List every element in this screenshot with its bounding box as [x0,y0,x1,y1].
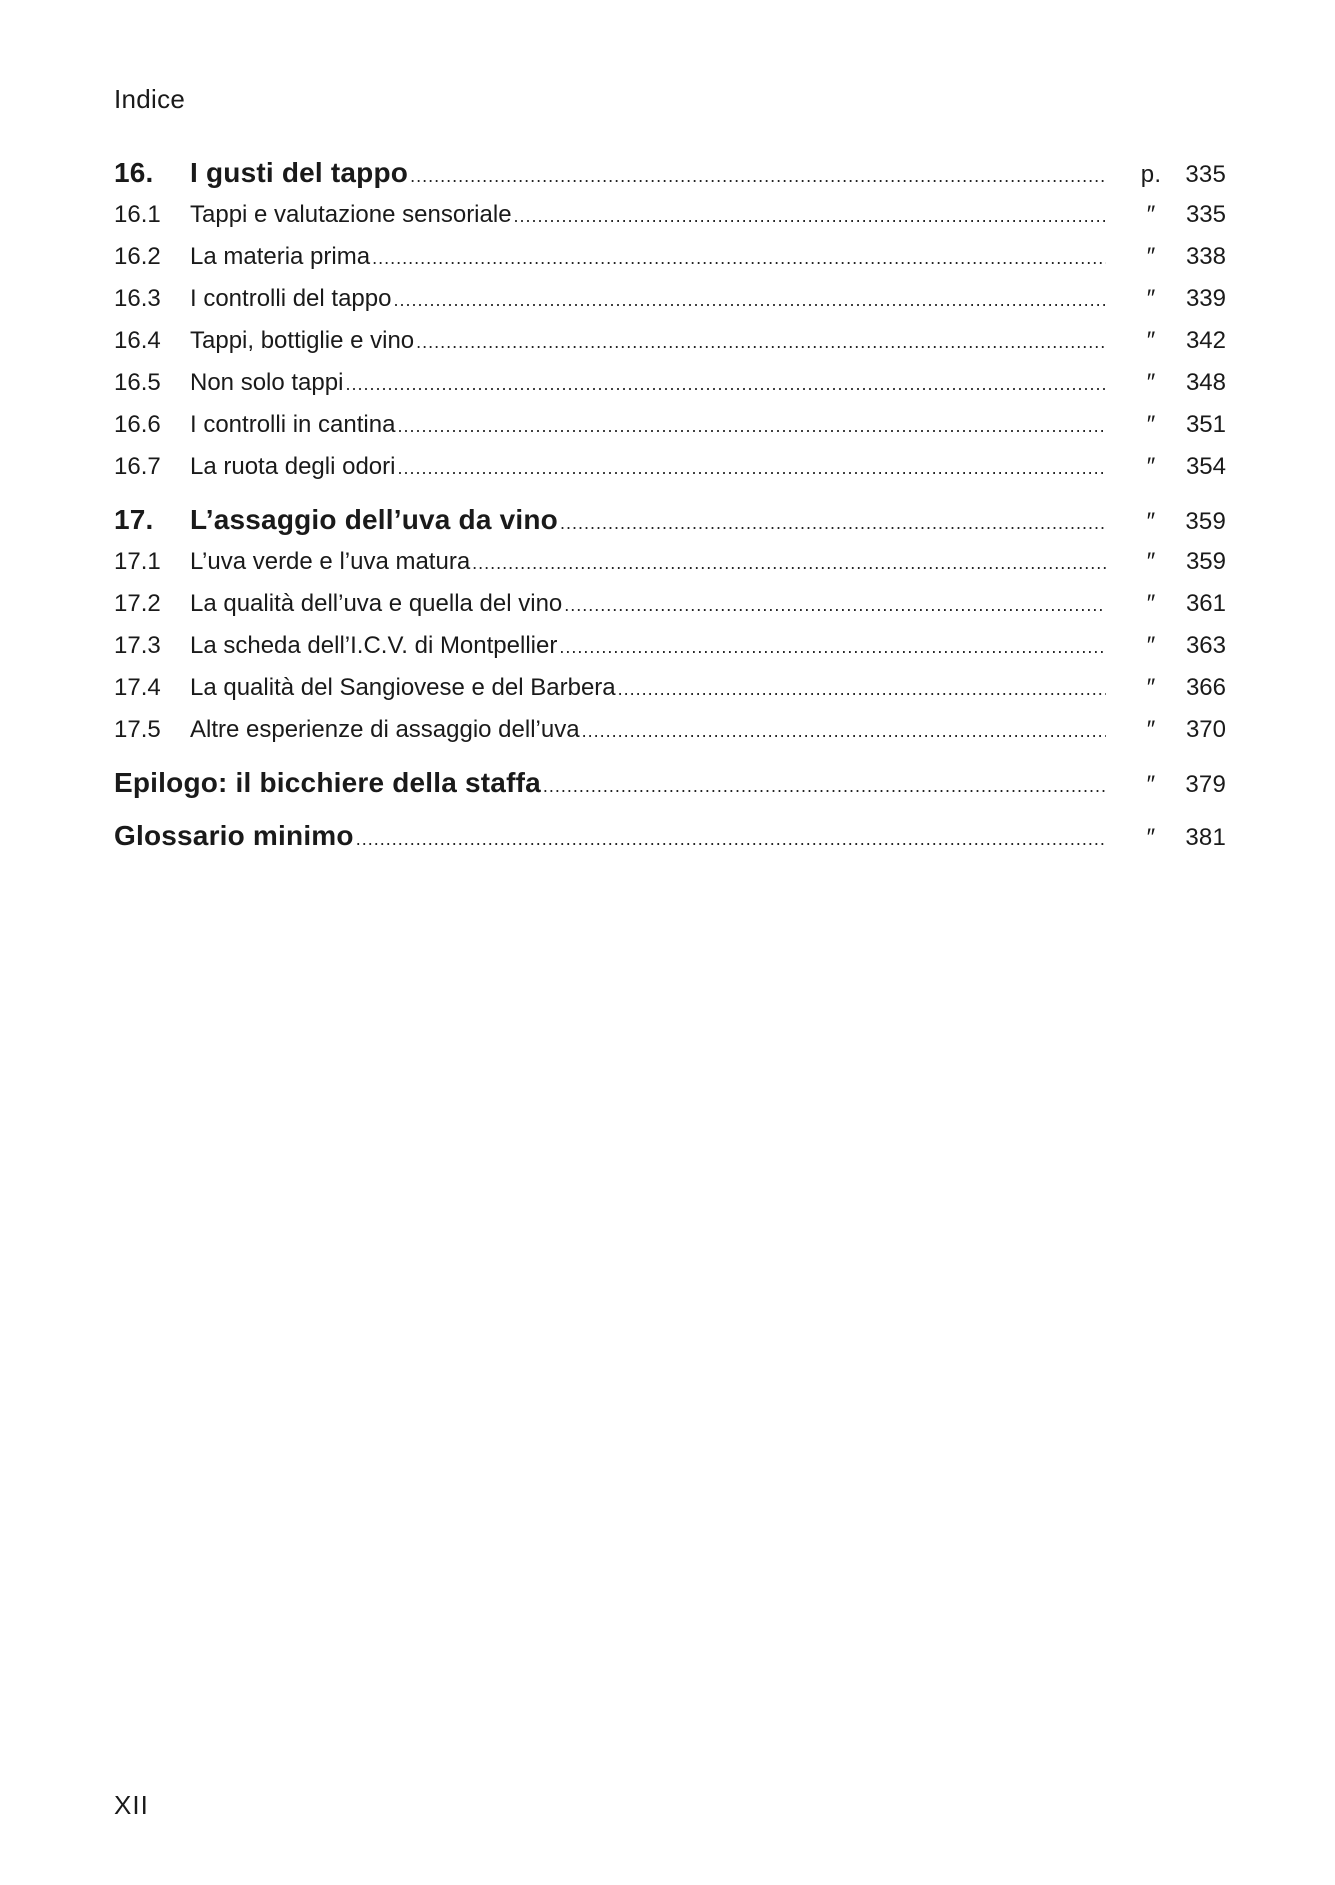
page-number: 335 [1185,201,1226,228]
entry-title-container [190,446,1106,489]
leader-dots [514,195,1106,237]
page-number: 370 [1185,716,1226,743]
ditto-mark: ″ [1146,824,1156,851]
leader-dots [582,710,1106,752]
entry-title-container [190,625,1106,668]
toc-section-16-7[interactable] [114,446,1226,488]
ditto-mark: ″ [1146,674,1156,701]
ditto-mark: ″ [1146,771,1156,798]
leader-dots [372,237,1106,279]
leader-dots [472,542,1106,584]
table-of-contents [114,152,1226,857]
toc-chapter-16[interactable] [114,152,1226,194]
entry-number: 16.2 [114,243,161,270]
page-number: 363 [1185,632,1226,659]
ditto-mark: ″ [1146,285,1156,312]
entry-title: La ruota degli odori [190,453,396,480]
entry-number: 17.5 [114,716,161,743]
page-number: 379 [1185,771,1226,798]
page-number: 351 [1185,411,1226,438]
running-head: Indice [114,84,186,114]
toc-section-16-6[interactable] [114,404,1226,446]
entry-title: L’assaggio dell’uva da vino [190,504,558,535]
toc-section-17-5[interactable] [114,709,1226,751]
ditto-mark: ″ [1146,453,1156,480]
entry-number: 17.1 [114,548,161,575]
entry-title: Altre esperienze di assaggio dell’uva [190,716,580,743]
ditto-mark: ″ [1146,327,1156,354]
entry-title: I gusti del tappo [190,157,409,188]
leader-dots [397,447,1106,489]
ditto-mark: ″ [1146,716,1156,743]
ditto-mark: ″ [1146,590,1156,617]
leader-dots [543,765,1106,807]
entry-number: 16.4 [114,327,161,354]
page-number: 361 [1185,590,1226,617]
toc-section-17-1[interactable] [114,541,1226,583]
entry-title-container [114,762,1106,807]
entry-number: 16.7 [114,453,161,480]
leader-dots [564,584,1106,626]
entry-title-container [190,404,1106,447]
entry-title-container [190,541,1106,584]
entry-number: 16.3 [114,285,161,312]
entry-title-container [190,583,1106,626]
entry-title-container [190,278,1106,321]
page-number: 339 [1185,285,1226,312]
entry-title-container [114,815,1106,860]
entry-title: Tappi, bottiglie e vino [190,327,415,354]
leader-dots [416,321,1106,363]
entry-title-container [190,499,1106,544]
ditto-mark: ″ [1146,243,1156,270]
page-number: 366 [1185,674,1226,701]
ditto-mark: ″ [1146,632,1156,659]
leader-dots [393,279,1106,321]
entry-title: La materia prima [190,243,371,270]
page-number: 348 [1185,369,1226,396]
ditto-mark: ″ [1146,201,1156,228]
entry-title-container [190,362,1106,405]
toc-section-17-3[interactable] [114,625,1226,667]
entry-title-container [190,194,1106,237]
entry-title: L’uva verde e l’uva matura [190,548,471,575]
toc-glossary[interactable] [114,815,1226,857]
entry-number: 16.6 [114,411,161,438]
entry-title: Tappi e valutazione sensoriale [190,201,512,228]
page-number: 342 [1185,327,1226,354]
toc-chapter-17[interactable] [114,499,1226,541]
entry-title-container [190,667,1106,710]
entry-number: 17.4 [114,674,161,701]
leader-dots [345,363,1106,405]
entry-title-container [190,709,1106,752]
entry-title: La scheda dell’I.C.V. di Montpellier [190,632,558,659]
leader-dots [560,502,1106,544]
entry-title: Non solo tappi [190,369,344,396]
page-number: 338 [1185,243,1226,270]
toc-section-17-4[interactable] [114,667,1226,709]
entry-title: Glossario minimo [114,820,354,851]
page-number: 354 [1185,453,1226,480]
entry-title-container [190,320,1106,363]
leader-dots [356,818,1106,860]
ditto-mark: ″ [1146,411,1156,438]
entry-title: I controlli in cantina [190,411,396,438]
entry-title: La qualità del Sangiovese e del Barbera [190,674,616,701]
toc-section-16-3[interactable] [114,278,1226,320]
entry-title: I controlli del tappo [190,285,392,312]
entry-title: Epilogo: il bicchiere della staffa [114,767,541,798]
leader-dots [559,626,1106,668]
toc-section-16-2[interactable] [114,236,1226,278]
entry-number: 16. [114,157,154,188]
entry-title-container [190,236,1106,279]
leader-dots [397,405,1106,447]
entry-title-container [190,152,1106,197]
leader-dots [618,668,1106,710]
page-folio: XII [114,1790,149,1820]
entry-number: 16.1 [114,201,161,228]
entry-number: 17.2 [114,590,161,617]
toc-section-16-1[interactable] [114,194,1226,236]
entry-number: 17. [114,504,154,535]
entry-title: La qualità dell’uva e quella del vino [190,590,563,617]
page-number: 359 [1185,508,1226,535]
toc-section-17-2[interactable] [114,583,1226,625]
toc-section-16-4[interactable] [114,320,1226,362]
page-prefix: p. [1140,161,1162,188]
toc-epilogue[interactable] [114,762,1226,804]
ditto-mark: ″ [1146,508,1156,535]
entry-number: 17.3 [114,632,161,659]
toc-section-16-5[interactable] [114,362,1226,404]
page-number: 359 [1185,548,1226,575]
entry-number: 16.5 [114,369,161,396]
ditto-mark: ″ [1146,369,1156,396]
page-number: 335 [1185,161,1226,188]
page-number: 381 [1185,824,1226,851]
ditto-mark: ″ [1146,548,1156,575]
leader-dots [410,155,1106,197]
